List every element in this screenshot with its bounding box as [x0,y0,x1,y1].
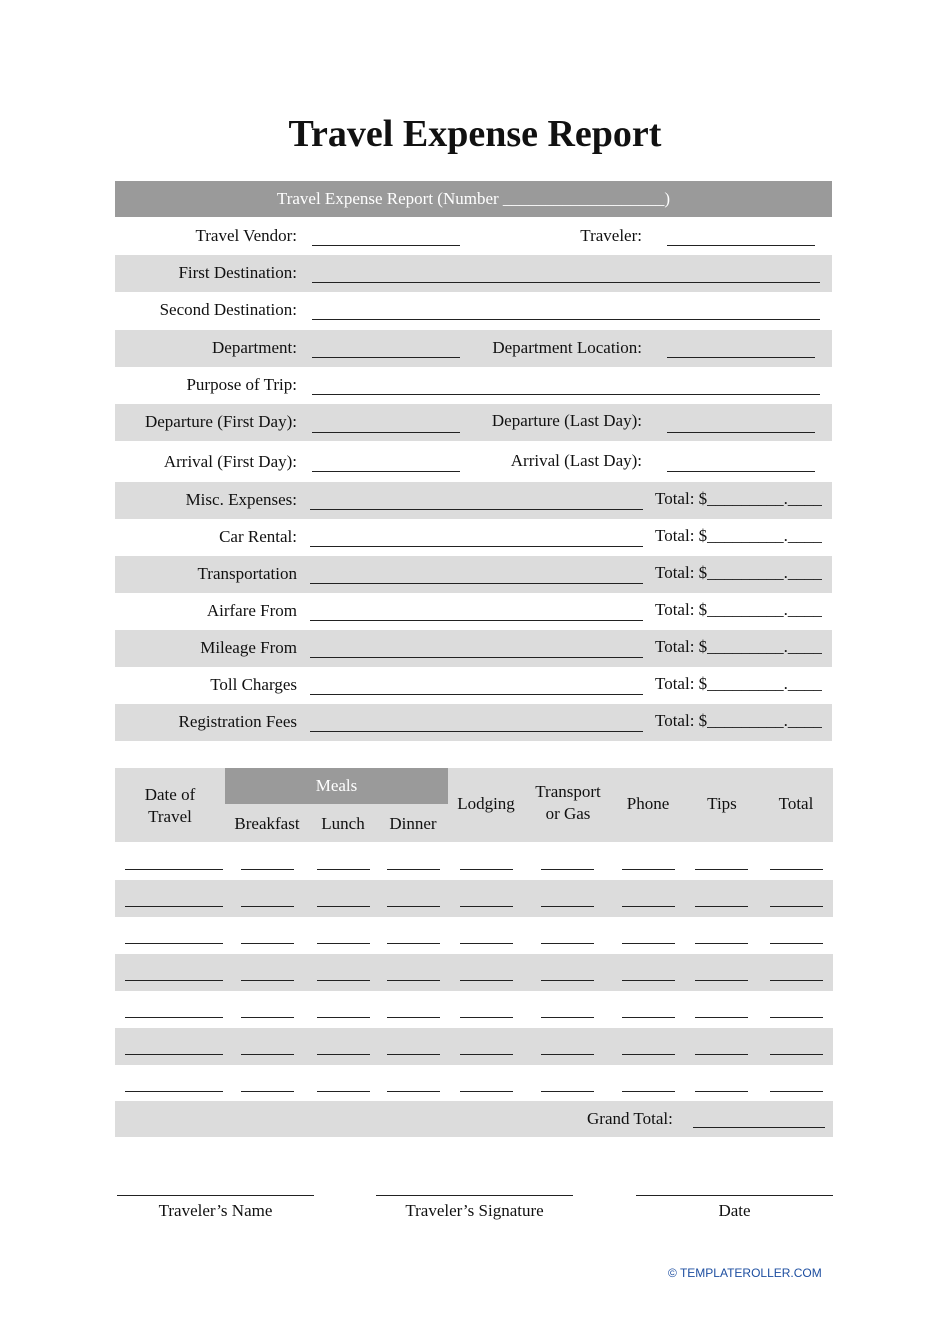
misc-expenses-label: Misc. Expenses: [185,490,297,509]
table-cell-line[interactable] [541,980,594,981]
misc-expenses-total[interactable]: Total: $_________.____ [655,489,822,508]
expense-row-car-rental [115,519,832,556]
table-cell-line[interactable] [460,1017,513,1018]
table-cell-line[interactable] [125,869,223,870]
table-cell-line[interactable] [317,906,370,907]
car-rental-label: Car Rental: [219,527,297,546]
table-cell-line[interactable] [770,1091,823,1092]
grand-total-label: Grand Total: [587,1109,673,1128]
travel-vendor-field[interactable] [312,245,460,246]
table-cell-line[interactable] [387,869,440,870]
table-cell-line[interactable] [241,943,294,944]
departure-first-day-label: Departure (First Day): [144,412,297,431]
departure-first-day-field[interactable] [312,432,460,433]
table-cell-line[interactable] [695,943,748,944]
airfare-total[interactable]: Total: $_________.____ [655,600,822,619]
travelers-name-line[interactable] [117,1195,314,1196]
table-cell-line[interactable] [387,943,440,944]
table-cell-line[interactable] [622,1091,675,1092]
department-location-field[interactable] [667,357,815,358]
table-cell-line[interactable] [317,869,370,870]
travelers-signature-line[interactable] [376,1195,573,1196]
travelers-name-label: Traveler’s Name [158,1201,273,1220]
table-row [115,1065,833,1102]
table-cell-line[interactable] [387,1017,440,1018]
table-cell-line[interactable] [541,869,594,870]
table-cell-line[interactable] [770,869,823,870]
table-cell-line[interactable] [695,1054,748,1055]
table-cell-line[interactable] [770,980,823,981]
table-cell-line[interactable] [125,1054,223,1055]
airfare-field[interactable] [310,620,643,621]
arrival-first-day-field[interactable] [312,471,460,472]
table-cell-line[interactable] [241,1054,294,1055]
table-cell-line[interactable] [241,869,294,870]
table-cell-line[interactable] [241,906,294,907]
table-cell-line[interactable] [622,869,675,870]
table-cell-line[interactable] [622,1054,675,1055]
table-cell-line[interactable] [387,906,440,907]
table-cell-line[interactable] [622,980,675,981]
arrival-last-day-field[interactable] [667,471,815,472]
registration-fees-label: Registration Fees [178,712,297,731]
table-cell-line[interactable] [541,1017,594,1018]
table-cell-line[interactable] [770,1017,823,1018]
mileage-total[interactable]: Total: $_________.____ [655,637,822,656]
table-cell-line[interactable] [125,1017,223,1018]
table-cell-line[interactable] [695,1017,748,1018]
expense-row-transportation [115,556,832,593]
table-row [115,917,833,954]
expense-row-registration [115,704,832,741]
grand-total-row [115,1101,833,1137]
table-cell-line[interactable] [241,1091,294,1092]
table-cell-line[interactable] [241,980,294,981]
table-row [115,843,833,880]
expense-row-toll [115,667,832,704]
table-cell-line[interactable] [770,906,823,907]
airfare-label: Airfare From [206,601,297,620]
departure-last-day-field[interactable] [667,432,815,433]
field-row-department [115,330,832,367]
second-destination-field[interactable] [312,319,820,320]
table-cell-line[interactable] [125,943,223,944]
transportation-total[interactable]: Total: $_________.____ [655,563,822,582]
toll-charges-total[interactable]: Total: $_________.____ [655,674,822,693]
table-row [115,1028,833,1065]
table-cell-line[interactable] [387,980,440,981]
traveler-label: Traveler: [580,226,642,245]
travel-vendor-label: Travel Vendor: [195,226,297,245]
arrival-first-day-label: Arrival (First Day): [163,452,297,471]
table-cell-line[interactable] [460,1054,513,1055]
department-label: Department: [212,338,297,357]
table-cell-line[interactable] [317,1054,370,1055]
transportation-label: Transportation [197,564,297,583]
grand-total-field[interactable] [693,1127,825,1128]
car-rental-total[interactable]: Total: $_________.____ [655,526,822,545]
field-row-departure [115,404,832,441]
expense-row-misc [115,482,832,519]
table-cell-line[interactable] [125,980,223,981]
table-cell-line[interactable] [125,906,223,907]
purpose-label: Purpose of Trip: [186,375,297,394]
table-cell-line[interactable] [541,1054,594,1055]
misc-expenses-field[interactable] [310,509,643,510]
lodging-header: Lodging [457,794,515,813]
daily-table-header [115,768,833,842]
travelers-signature-label: Traveler’s Signature [405,1201,544,1220]
report-number-banner: Travel Expense Report (Number ___________________) [115,181,832,217]
field-row-second-destination [115,292,832,329]
table-cell-line[interactable] [541,906,594,907]
mileage-field[interactable] [310,657,643,658]
table-cell-line[interactable] [770,1054,823,1055]
expense-row-airfare [115,593,832,630]
table-row [115,880,833,917]
first-destination-label: First Destination: [178,263,297,282]
toll-charges-field[interactable] [310,694,643,695]
toll-charges-label: Toll Charges [210,675,297,694]
purpose-field[interactable] [312,394,820,395]
table-cell-line[interactable] [695,906,748,907]
table-cell-line[interactable] [460,1091,513,1092]
total-header: Total [778,794,814,813]
date-of-travel-header: Date of Travel [144,785,196,826]
department-location-label: Department Location: [492,338,642,357]
date-line[interactable] [636,1195,833,1196]
expense-row-mileage [115,630,832,667]
departure-last-day-label: Departure (Last Day): [491,411,642,430]
table-cell-line[interactable] [770,943,823,944]
dinner-header: Dinner [389,814,437,833]
first-destination-field[interactable] [312,282,820,283]
table-cell-line[interactable] [622,906,675,907]
car-rental-field[interactable] [310,546,643,547]
lunch-header: Lunch [321,814,365,833]
table-cell-line[interactable] [387,1091,440,1092]
table-cell-line[interactable] [317,1017,370,1018]
phone-header: Phone [626,794,670,813]
table-cell-line[interactable] [622,1017,675,1018]
table-cell-line[interactable] [317,980,370,981]
table-cell-line[interactable] [317,1091,370,1092]
field-row-purpose [115,367,832,404]
table-cell-line[interactable] [622,943,675,944]
table-cell-line[interactable] [241,1017,294,1018]
meals-header: Meals [225,768,448,804]
copyright-link[interactable]: © TEMPLATEROLLER.COM [668,1266,822,1280]
table-cell-line[interactable] [460,980,513,981]
transport-header: Transport or Gas [535,782,601,823]
table-cell-line[interactable] [317,943,370,944]
department-field[interactable] [312,357,460,358]
table-cell-line[interactable] [541,943,594,944]
field-row-first-destination [115,255,832,292]
traveler-field[interactable] [667,245,815,246]
field-row-arrival [115,444,832,481]
table-row [115,991,833,1028]
table-cell-line[interactable] [125,1091,223,1092]
page-title: Travel Expense Report [288,113,662,155]
breakfast-header: Breakfast [234,814,300,833]
transportation-field[interactable] [310,583,643,584]
tips-header: Tips [707,794,737,813]
arrival-last-day-label: Arrival (Last Day): [510,451,642,470]
table-cell-line[interactable] [695,869,748,870]
registration-fees-field[interactable] [310,731,643,732]
mileage-label: Mileage From [200,638,297,657]
registration-fees-total[interactable]: Total: $_________.____ [655,711,822,730]
table-row [115,954,833,991]
table-cell-line[interactable] [460,869,513,870]
table-cell-line[interactable] [695,1091,748,1092]
field-row-vendor [115,218,832,255]
table-cell-line[interactable] [695,980,748,981]
date-label: Date [718,1201,751,1220]
table-cell-line[interactable] [460,943,513,944]
table-cell-line[interactable] [460,906,513,907]
table-cell-line[interactable] [541,1091,594,1092]
table-cell-line[interactable] [387,1054,440,1055]
second-destination-label: Second Destination: [159,300,297,319]
